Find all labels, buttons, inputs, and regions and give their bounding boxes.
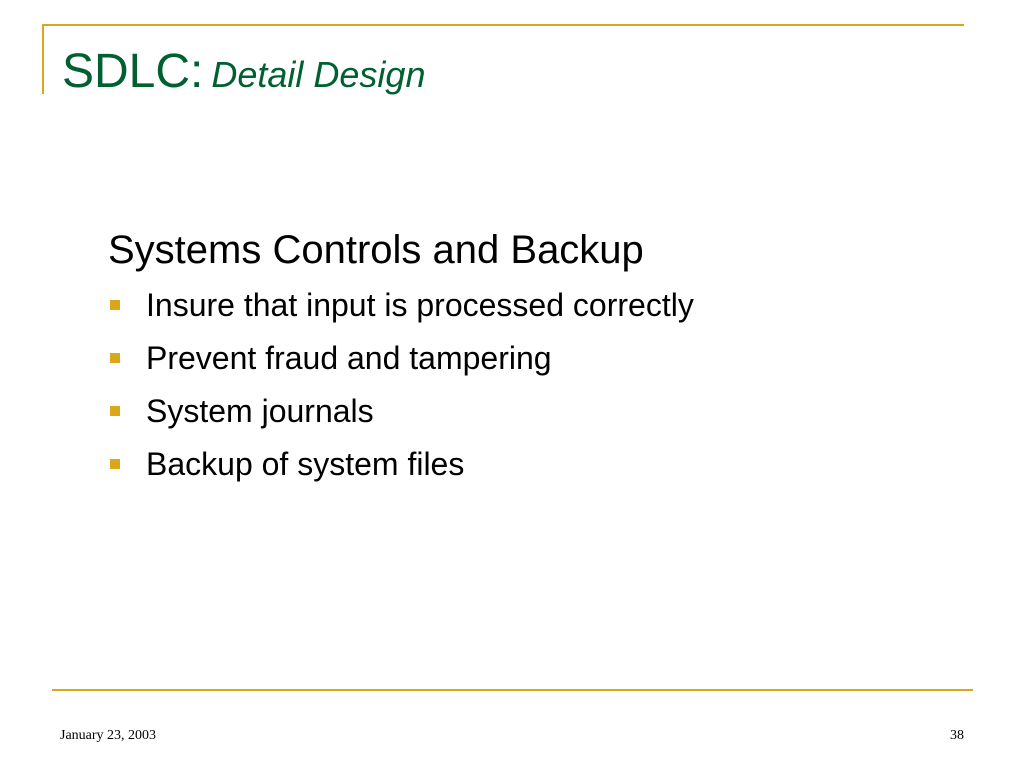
slide-title [62,45,426,98]
frame-left-rule [42,24,44,94]
section-heading: Systems Controls and Backup [108,228,644,272]
square-bullet-icon [110,406,120,416]
square-bullet-icon [110,353,120,363]
slide-title-main: SDLC: [62,45,204,98]
bullet-item [108,288,968,341]
bullet-item [108,341,968,394]
footer-rule [52,689,973,691]
square-bullet-icon [110,459,120,469]
bullet-text: System journals [146,393,374,429]
square-bullet-icon [110,300,120,310]
frame-top-rule [42,24,964,26]
footer-date: January 23, 2003 [60,728,157,743]
bullet-text: Backup of system files [146,446,465,482]
bullet-item [108,447,968,500]
slide-content [108,226,968,500]
bullet-text: Prevent fraud and tampering [146,340,552,376]
bullet-text: Insure that input is processed correctly [146,287,694,323]
slide-number: 38 [950,728,964,743]
bullet-item [108,394,968,447]
slide-title-subtitle: Detail Design [211,54,426,95]
bullet-list [108,288,968,500]
